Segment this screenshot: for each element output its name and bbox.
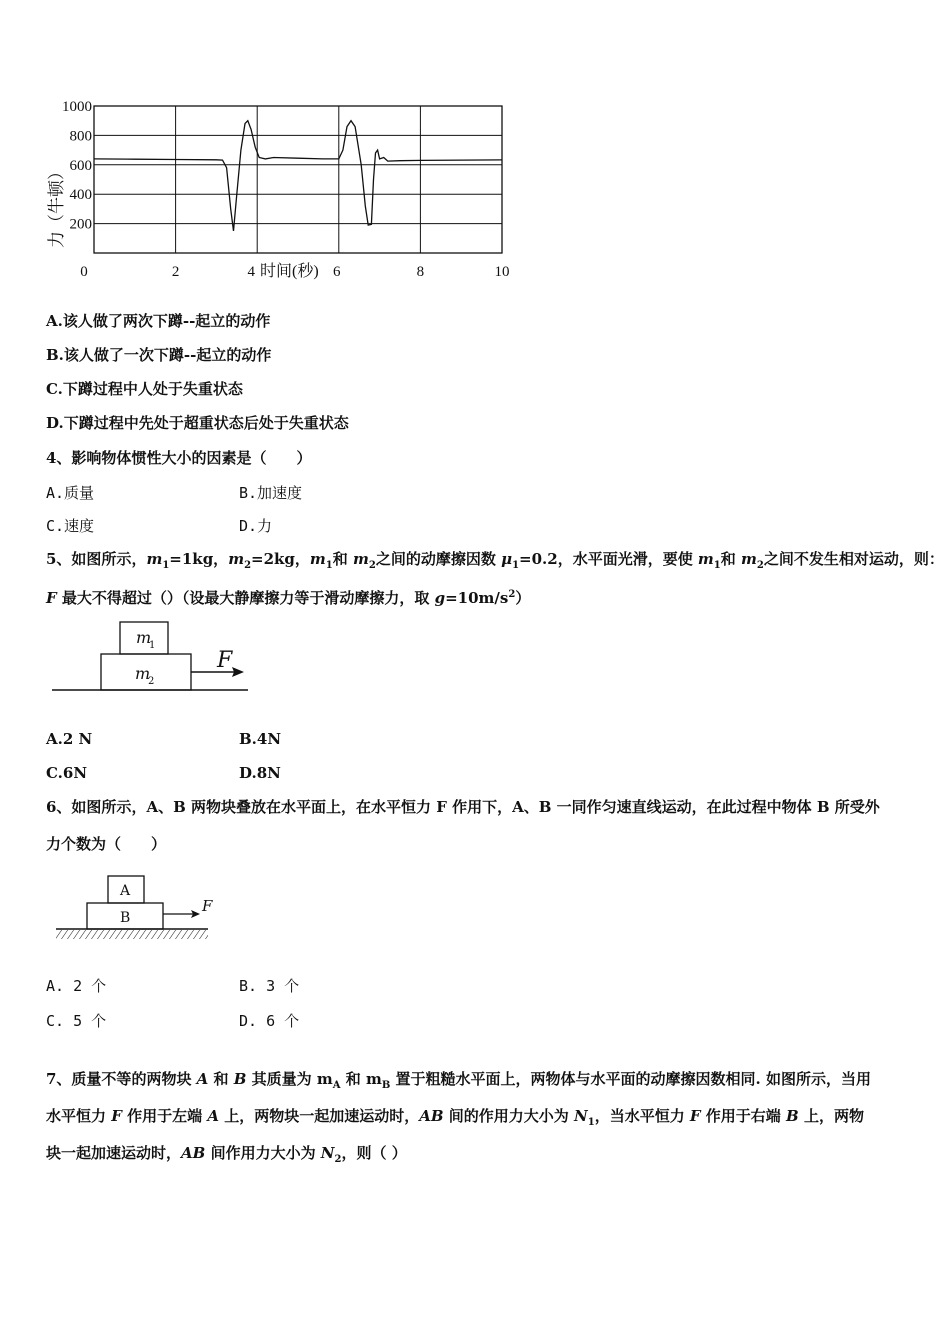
chart-grid [94, 106, 502, 253]
q5-m2c-sub: 2 [756, 560, 764, 571]
q3-option-b [46, 345, 271, 365]
x-tick-label: 6 [333, 264, 341, 280]
y-tick-label: 1000 [62, 99, 92, 115]
q5-option-d: D.8N [239, 764, 281, 782]
q5-m1c-sub: 1 [713, 560, 721, 571]
q5-stem-line1 [46, 549, 944, 576]
q7-l2-A: A [207, 1107, 219, 1125]
q3-option-b-text: B.该人做了一次下蹲--起立的动作 [46, 346, 272, 364]
x-tick-label: 8 [416, 264, 425, 280]
q6-option-d: D. 6 个 [239, 1012, 300, 1030]
y-tick-label: 800 [69, 128, 92, 145]
q5-fig-m1-label: m [136, 628, 152, 647]
q5-m2b-sub: 2 [368, 560, 376, 571]
q7-stem-line1 [46, 1069, 871, 1096]
q7-l1-text-2: 和 [208, 1070, 234, 1088]
q6-stem-line2: 力个数为（ ） [46, 835, 167, 853]
q7-l3-text-1: 块一起加速运动时， [46, 1144, 182, 1162]
q7-l1-text-1: 7、质量不等的两物块 [46, 1070, 197, 1088]
q5-fig-F-label: F [217, 648, 233, 673]
x-tick-label: 2 [171, 264, 180, 280]
x-axis-label: 时间(秒) [260, 263, 319, 280]
q7-l2-text-4: 间的作用力大小为 [443, 1107, 574, 1125]
q7-l2-F2: F [689, 1107, 701, 1125]
q5-text-3: =2kg， [251, 550, 310, 568]
chart-svg [0, 90, 530, 290]
q5-mu: μ [501, 550, 513, 568]
q5-m2-sub: 2 [244, 560, 252, 571]
q6-option-b: B. 3 个 [239, 977, 300, 995]
q7-stem-line2 [46, 1106, 864, 1133]
q5-text-7: 和 [720, 550, 741, 568]
q4-stem: 4、影响物体惯性大小的因素是（ ） [46, 449, 312, 467]
y-tick-label: 400 [69, 187, 92, 204]
q5-figure-svg [50, 620, 260, 696]
q5-m1b: m [309, 550, 326, 568]
q3-option-d [46, 413, 349, 433]
q5-text-2: =1kg， [169, 550, 229, 568]
q3-option-c [46, 379, 243, 399]
q5-text-1: 5、如图所示， [46, 550, 147, 568]
q5-text-8: 之间不发生相对运动，则： [763, 550, 944, 568]
q7-l1-A: A [196, 1070, 209, 1088]
q5-m1: m [146, 550, 163, 568]
q7-l3-text-3: ，则（ ） [341, 1144, 407, 1162]
q5-line2-text-1: 最大不得超过（）（设最大静摩擦力等于滑动摩擦力，取 [56, 589, 435, 607]
q7-l2-N-sub: 1 [587, 1117, 595, 1128]
force-time-chart [0, 90, 530, 290]
q7-l3-AB: AB [181, 1144, 206, 1162]
q5-m2b: m [353, 550, 369, 568]
q7-l2-AB: AB [419, 1107, 444, 1125]
q5-m1b-sub: 1 [325, 560, 333, 571]
q7-l2-F: F [111, 1107, 122, 1125]
q5-m2c: m [741, 550, 757, 568]
q5-line2-text-3: ） [515, 589, 531, 607]
q7-l2-text-5: ，当水平恒力 [594, 1107, 690, 1125]
q5-option-a: A.2 N [46, 730, 93, 748]
q7-l1-sub-a: A [332, 1080, 341, 1091]
chart-frame [94, 106, 502, 253]
q5-g: g [434, 589, 446, 607]
q7-l2-N: N [574, 1107, 588, 1125]
q4-option-a: A.质量 [46, 484, 95, 502]
q7-l2-text-3: 上，两物块一起加速运动时， [218, 1107, 420, 1125]
q6-figure-svg [54, 872, 224, 948]
q4-option-d: D.力 [239, 517, 273, 535]
x-tick-label: 4 [247, 264, 255, 280]
x-tick-label: 10 [494, 264, 510, 280]
q5-m1c: m [697, 550, 714, 568]
q7-l3-N: N [320, 1144, 335, 1162]
q5-option-c: C.6N [46, 764, 88, 782]
y-tick-label: 600 [69, 157, 92, 174]
q5-m2: m [228, 550, 245, 568]
q7-l2-text-1: 水平恒力 [46, 1107, 112, 1125]
q6-option-c: C. 5 个 [46, 1012, 107, 1030]
q3-option-d-text: D.下蹲过程中先处于超重状态后处于失重状态 [46, 414, 349, 432]
q5-F: F [46, 589, 57, 607]
q5-m1-sub: 1 [162, 560, 170, 571]
q5-fig-m2-sub: 2 [148, 676, 155, 687]
q6-fig-A-label: A [120, 883, 131, 899]
q7-l2-text-2: 作用于左端 [121, 1107, 208, 1125]
q5-line2-sup: 2 [508, 589, 516, 600]
q7-stem-line3 [46, 1143, 407, 1170]
q5-text-5: 之间的动摩擦因数 [375, 550, 502, 568]
q5-option-b: B.4N [239, 730, 282, 748]
q5-fig-m1-sub: 1 [149, 640, 156, 651]
q6-ground-hatch [56, 930, 208, 939]
q3-option-a [46, 311, 270, 331]
q6-blocks-figure [54, 872, 224, 948]
q5-fig-m2-label: m [135, 664, 151, 683]
q7-l2-B: B [786, 1107, 799, 1125]
q5-blocks-figure [50, 620, 260, 696]
q7-l3-text-2: 间作用力大小为 [205, 1144, 321, 1162]
q5-text-6: =0.2，水平面光滑，要使 [519, 550, 698, 568]
force-series-line [94, 121, 502, 231]
q3-option-c-text: C.下蹲过程中人处于失重状态 [46, 380, 243, 398]
q6-fig-F-label: F [202, 897, 213, 915]
q4-option-c: C.速度 [46, 517, 95, 535]
q3-option-a-text: A.该人做了两次下蹲--起立的动作 [46, 312, 271, 330]
q6-stem-line1: 6、如图所示，A、B 两物块叠放在水平面上，在水平恒力 F 作用下，A、B 一同作匀速直线运动，在此过程中物体 B 所受外 [46, 798, 880, 816]
q7-l1-text-3: 其质量为 m [246, 1070, 333, 1088]
q6-option-a: A. 2 个 [46, 977, 107, 995]
y-tick-label: 200 [69, 216, 92, 233]
q7-l1-text-4: 和 m [340, 1070, 382, 1088]
q7-l2-text-6: 作用于右端 [700, 1107, 787, 1125]
q5-mu-sub: 1 [512, 560, 520, 571]
q5-line2-text-2: =10m/s [445, 589, 509, 607]
q5-stem-line2 [46, 585, 530, 608]
x-tick-label: 0 [80, 264, 88, 280]
q7-l1-B: B [233, 1070, 247, 1088]
q7-l2-text-7: 上，两物 [798, 1107, 864, 1125]
q5-text-4: 和 [332, 550, 353, 568]
q6-fig-B-label: B [120, 910, 131, 926]
q7-l1-text-5: 置于粗糙水平面上，两物体与水平面的动摩擦因数相同. 如图所示，当用 [390, 1070, 871, 1088]
y-axis-label: 力（牛顿） [47, 163, 66, 248]
q7-l1-sub-b: B [381, 1080, 391, 1091]
q4-option-b: B.加速度 [239, 484, 303, 502]
q7-l3-N-sub: 2 [334, 1154, 342, 1165]
